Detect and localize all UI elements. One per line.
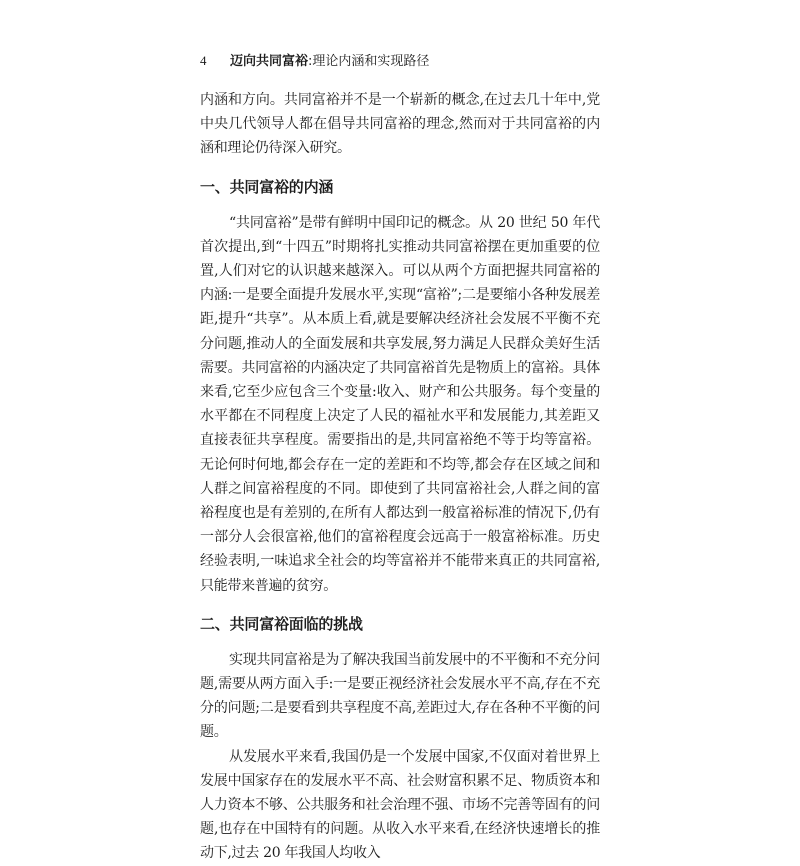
paragraph: 实现共同富裕是为了解决我国当前发展中的不平衡和不充分问题,需要从两方面入手:一是要正视经济社会发展水平不高,存在不充分的问题;二是要看到共享程度不高,差距过大,存在各种不平衡的问题。: [200, 651, 600, 741]
book-subtitle: :理论内涵和实现路径: [308, 54, 430, 69]
section-heading-challenges: 二、共同富裕面临的挑战: [200, 614, 363, 633]
page-number: 4: [200, 53, 207, 68]
paragraph: 从发展水平来看,我国仍是一个发展中国家,不仅面对着世界上发展中国家存在的发展水平不高、社会财富积累不足、物质资本和人力资本不够、公共服务和社会治理不强、市场不完善等固有的问题,也存在中国特有的问题。从收入水平来看,在经济快速增长的推动下,过去 20 年我国人均收入: [200, 748, 600, 862]
running-header: [200, 50, 429, 72]
body-text: [200, 88, 600, 866]
paragraph: “共同富裕”是带有鲜明中国印记的概念。从 20 世纪 50 年代首次提出,到“十四五”时期将扎实推动共同富裕摆在更加重要的位置,人们对它的认识越来越深入。可以从两个方面把握共同富裕的内涵:一是要全面提升发展水平,实现“富裕”;二是要缩小各种发展差距,提升“共享”。从本质上看,就是要解决经济社会发展不平衡不充分问题,推动人的全面发展和共享发展,努力满足人民群众美好生活需要。共同富裕的内涵决定了共同富裕首先是物质上的富裕。具体来看,它至少应包含三个变量:收入、财产和公共服务。每个变量的水平都在不同程度上决定了人民的福祉水平和发展能力,其差距又直接表征共享程度。需要指出的是,共同富裕绝不等于均等富裕。无论何时何地,都会存在一定的差距和不均等,都会存在区域之间和人群之间富裕程度的不同。即使到了共同富裕社会,人群之间的富裕程度也是有差别的,在所有人都达到一般富裕标准的情况下,仍有一部分人会很富裕,他们的富裕程度会远高于一般富裕标准。历史经验表明,一味追求全社会的均等富裕并不能带来真正的共同富裕,只能带来普遍的贫穷。: [200, 214, 600, 594]
section-heading-connotation: 一、共同富裕的内涵: [200, 177, 334, 196]
intro-paragraph: 内涵和方向。共同富裕并不是一个崭新的概念,在过去几十年中,党中央几代领导人都在倡导共同富裕的理念,然而对于共同富裕的内涵和理论仍待深入研究。: [200, 92, 600, 157]
book-title: 迈向共同富裕: [230, 54, 309, 69]
